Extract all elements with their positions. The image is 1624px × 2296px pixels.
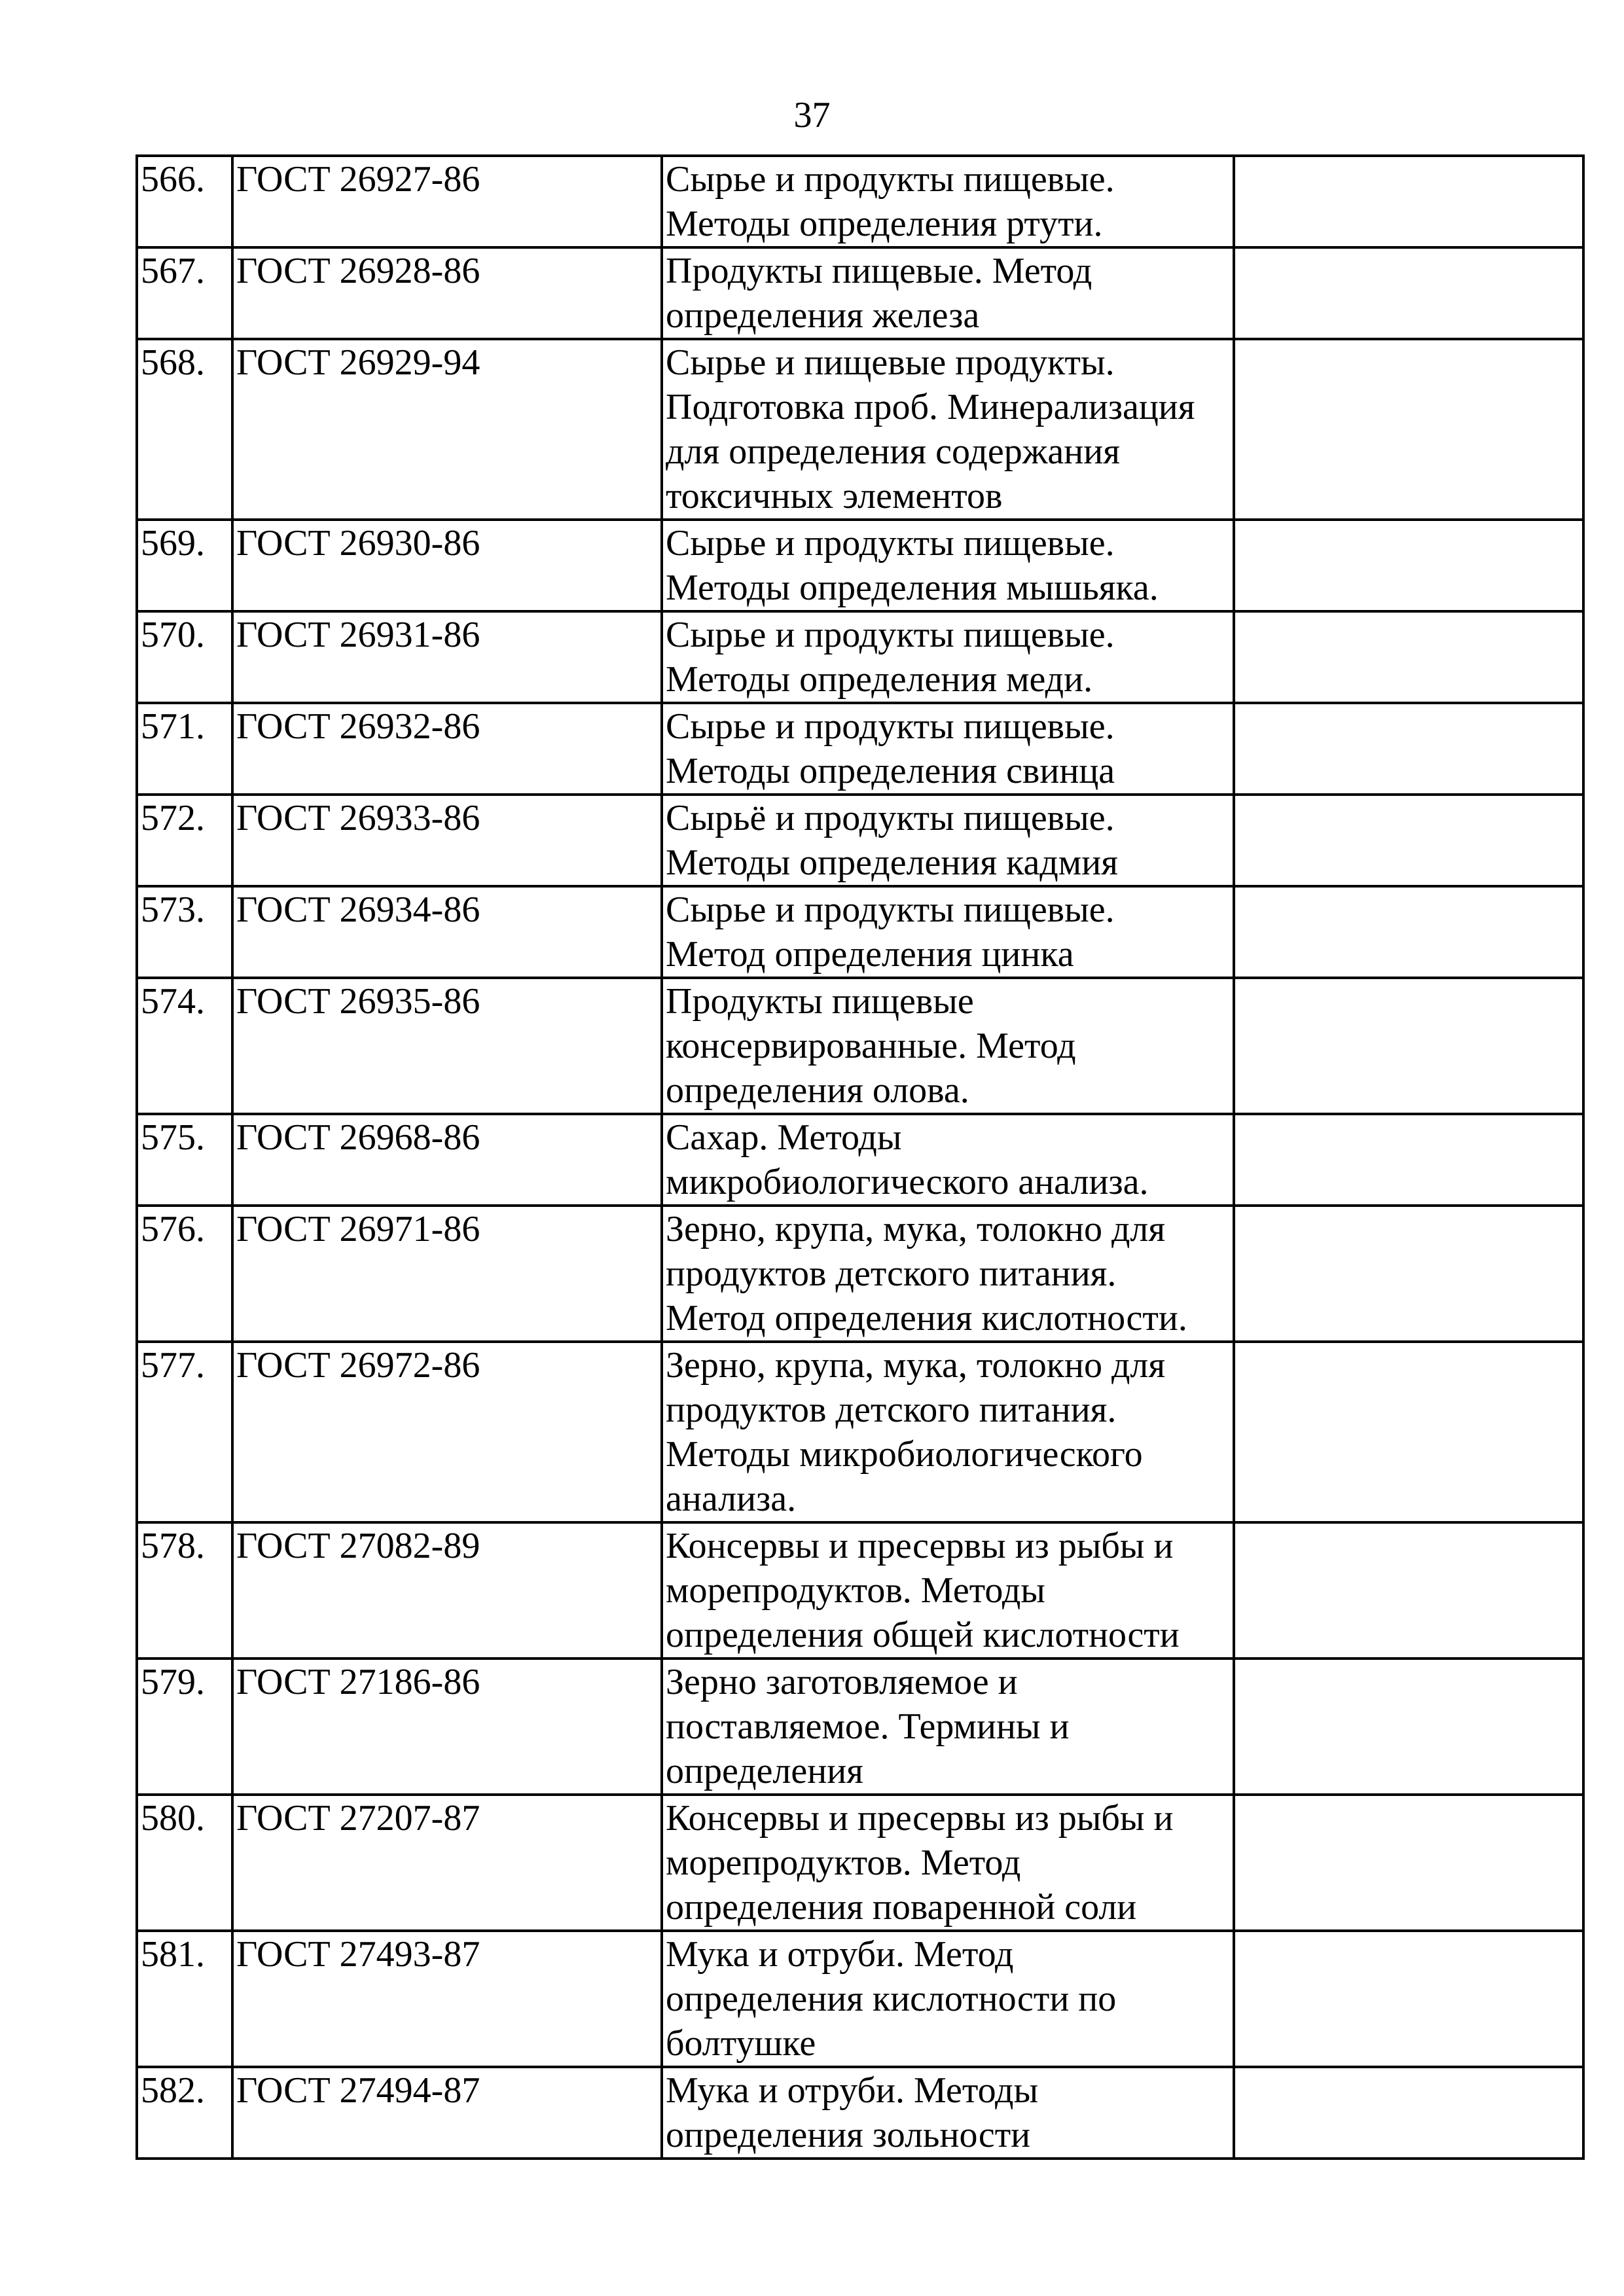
standard-title-line: Зерно, крупа, мука, толокно для	[666, 1345, 1166, 1386]
table-row	[137, 2067, 1583, 2159]
row-number: 575.	[137, 1114, 232, 1206]
standard-title	[662, 1931, 1234, 2067]
standard-code: ГОСТ 27494-87	[232, 2067, 662, 2159]
standard-code: ГОСТ 26935-86	[232, 978, 662, 1114]
standards-table	[135, 154, 1585, 2160]
notes-cell	[1234, 886, 1583, 978]
standard-title-line: Зерно, крупа, мука, толокно для	[666, 1209, 1166, 1249]
standard-code: ГОСТ 26927-86	[232, 156, 662, 247]
standard-title-line: Методы определения кадмия	[666, 842, 1118, 883]
standard-title-line: определения зольности	[666, 2115, 1031, 2155]
notes-cell	[1234, 611, 1583, 703]
standard-title-line: Продукты пищевые	[666, 981, 974, 1022]
row-number: 567.	[137, 247, 232, 339]
standard-title-line: определения	[666, 1751, 863, 1791]
standard-code: ГОСТ 26968-86	[232, 1114, 662, 1206]
notes-cell	[1234, 1206, 1583, 1342]
notes-cell	[1234, 1522, 1583, 1659]
standard-code: ГОСТ 26932-86	[232, 703, 662, 795]
standard-code: ГОСТ 26933-86	[232, 795, 662, 886]
standard-title-line: Сырье и продукты пищевые.	[666, 706, 1115, 747]
standard-title-line: Методы определения мышьяка.	[666, 567, 1159, 608]
standard-title-line: Сырье и пищевые продукты.	[666, 342, 1115, 383]
standard-code: ГОСТ 26930-86	[232, 520, 662, 611]
table-row	[137, 886, 1583, 978]
standard-code: ГОСТ 26971-86	[232, 1206, 662, 1342]
standard-title-line: Консервы и пресервы из рыбы и	[666, 1526, 1174, 1566]
standard-title	[662, 339, 1234, 520]
notes-cell	[1234, 1931, 1583, 2067]
standard-code: ГОСТ 26972-86	[232, 1342, 662, 1522]
notes-cell	[1234, 2067, 1583, 2159]
standard-title-line: Метод определения кислотности.	[666, 1298, 1187, 1338]
table-row	[137, 339, 1583, 520]
standard-code: ГОСТ 26931-86	[232, 611, 662, 703]
standard-title-line: продуктов детского питания.	[666, 1390, 1117, 1430]
table-row	[137, 156, 1583, 247]
table-row	[137, 520, 1583, 611]
standard-title-line: Сырье и продукты пищевые.	[666, 615, 1115, 655]
standard-title	[662, 978, 1234, 1114]
standard-title	[662, 156, 1234, 247]
table-row	[137, 1931, 1583, 2067]
standard-title-line: болтушке	[666, 2023, 816, 2064]
standard-title-line: морепродуктов. Методы	[666, 1570, 1045, 1611]
row-number: 569.	[137, 520, 232, 611]
notes-cell	[1234, 247, 1583, 339]
standard-title-line: Продукты пищевые. Метод	[666, 251, 1092, 291]
row-number: 581.	[137, 1931, 232, 2067]
table-body	[137, 156, 1583, 2159]
row-number: 568.	[137, 339, 232, 520]
standard-code: ГОСТ 26929-94	[232, 339, 662, 520]
standard-title-line: определения поваренной соли	[666, 1887, 1137, 1928]
standard-title-line: Сырье и продукты пищевые.	[666, 523, 1115, 564]
page-number: 37	[793, 95, 831, 135]
standard-title-line: Методы определения свинца	[666, 751, 1115, 791]
notes-cell	[1234, 978, 1583, 1114]
standard-title-line: определения общей кислотности	[666, 1615, 1180, 1655]
standard-code: ГОСТ 27207-87	[232, 1795, 662, 1931]
standard-code: ГОСТ 27186-86	[232, 1659, 662, 1795]
standard-title-line: определения олова.	[666, 1070, 969, 1111]
table-row	[137, 247, 1583, 339]
row-number: 572.	[137, 795, 232, 886]
standard-code: ГОСТ 26934-86	[232, 886, 662, 978]
standard-title-line: Сырье и продукты пищевые.	[666, 159, 1115, 200]
notes-cell	[1234, 1342, 1583, 1522]
standard-title	[662, 2067, 1234, 2159]
standard-title	[662, 703, 1234, 795]
standard-title-line: морепродуктов. Метод	[666, 1842, 1021, 1883]
standard-code: ГОСТ 27493-87	[232, 1931, 662, 2067]
standard-title-line: Мука и отруби. Методы	[666, 2070, 1039, 2111]
row-number: 571.	[137, 703, 232, 795]
standard-title-line: Методы микробиологического	[666, 1434, 1143, 1475]
notes-cell	[1234, 156, 1583, 247]
table-row	[137, 703, 1583, 795]
standard-title-line: Метод определения цинка	[666, 934, 1074, 975]
standard-title	[662, 1795, 1234, 1931]
table-row	[137, 1342, 1583, 1522]
table-row	[137, 1206, 1583, 1342]
row-number: 582.	[137, 2067, 232, 2159]
row-number: 573.	[137, 886, 232, 978]
standard-title	[662, 1522, 1234, 1659]
notes-cell	[1234, 703, 1583, 795]
notes-cell	[1234, 1795, 1583, 1931]
standard-title-line: продуктов детского питания.	[666, 1253, 1117, 1294]
standard-title-line: микробиологического анализа.	[666, 1162, 1149, 1202]
standard-title	[662, 1206, 1234, 1342]
table-row	[137, 1522, 1583, 1659]
row-number: 579.	[137, 1659, 232, 1795]
standard-title	[662, 247, 1234, 339]
table-row	[137, 978, 1583, 1114]
standard-title	[662, 1659, 1234, 1795]
table-row	[137, 1659, 1583, 1795]
notes-cell	[1234, 795, 1583, 886]
standard-title	[662, 1342, 1234, 1522]
standard-title-line: Сахар. Методы	[666, 1117, 902, 1158]
standard-title-line: Сырье и продукты пищевые.	[666, 889, 1115, 930]
standard-title-line: Консервы и пресервы из рыбы и	[666, 1798, 1174, 1839]
table-row	[137, 611, 1583, 703]
standard-title-line: Зерно заготовляемое и	[666, 1662, 1018, 1702]
standard-title-line: токсичных элементов	[666, 476, 1003, 516]
standard-title-line: консервированные. Метод	[666, 1026, 1076, 1066]
row-number: 577.	[137, 1342, 232, 1522]
notes-cell	[1234, 339, 1583, 520]
row-number: 566.	[137, 156, 232, 247]
standard-title-line: Подготовка проб. Минерализация	[666, 387, 1195, 427]
standard-title-line: определения кислотности по	[666, 1979, 1117, 2019]
table-row	[137, 1795, 1583, 1931]
standard-title	[662, 520, 1234, 611]
standard-title-line: поставляемое. Термины и	[666, 1706, 1070, 1747]
standard-title	[662, 1114, 1234, 1206]
row-number: 580.	[137, 1795, 232, 1931]
notes-cell	[1234, 1114, 1583, 1206]
notes-cell	[1234, 1659, 1583, 1795]
standard-title-line: Методы определения ртути.	[666, 204, 1103, 244]
table-row	[137, 795, 1583, 886]
row-number: 578.	[137, 1522, 232, 1659]
row-number: 576.	[137, 1206, 232, 1342]
standard-title-line: Методы определения меди.	[666, 659, 1093, 700]
standard-code: ГОСТ 26928-86	[232, 247, 662, 339]
standard-title	[662, 886, 1234, 978]
standard-code: ГОСТ 27082-89	[232, 1522, 662, 1659]
standard-title-line: анализа.	[666, 1479, 797, 1519]
row-number: 570.	[137, 611, 232, 703]
table-row	[137, 1114, 1583, 1206]
standard-title	[662, 611, 1234, 703]
row-number: 574.	[137, 978, 232, 1114]
notes-cell	[1234, 520, 1583, 611]
standard-title	[662, 795, 1234, 886]
standard-title-line: для определения содержания	[666, 431, 1120, 472]
standard-title-line: определения железа	[666, 295, 980, 336]
standard-title-line: Сырьё и продукты пищевые.	[666, 798, 1115, 838]
standard-title-line: Мука и отруби. Метод	[666, 1934, 1014, 1975]
